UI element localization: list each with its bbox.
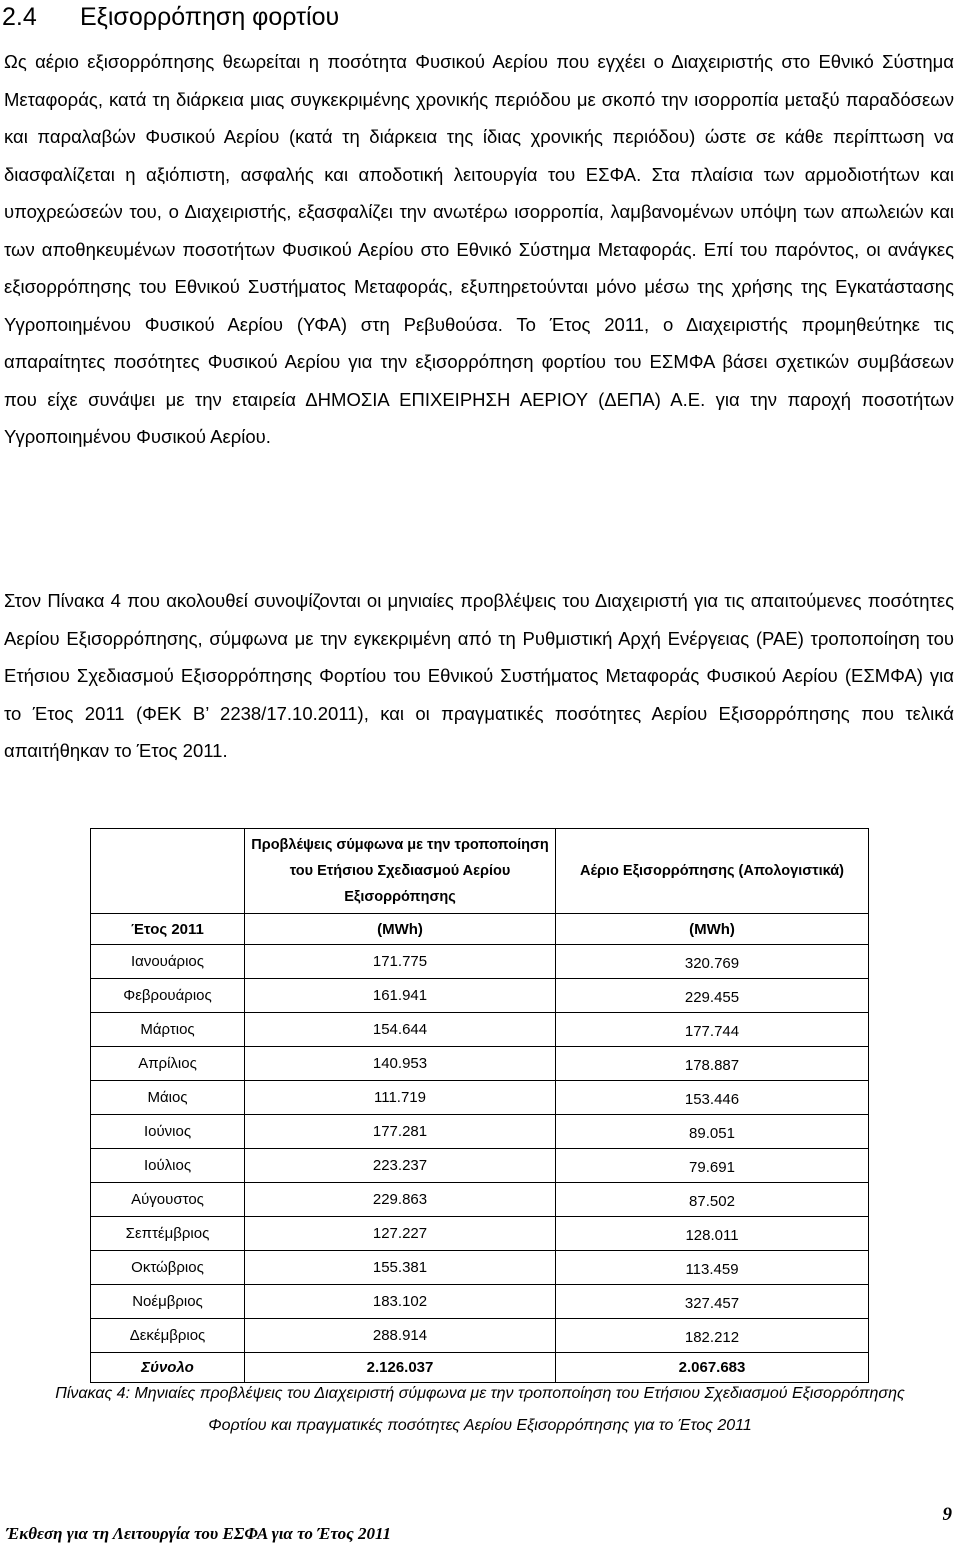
month-cell: Μάιος	[91, 1081, 245, 1115]
month-cell: Ιούνιος	[91, 1115, 245, 1149]
table-row	[91, 1285, 869, 1319]
header-actual: Αέριο Εξισορρόπησης (Απολογιστικά)	[556, 829, 869, 914]
month-cell: Σεπτέμβριος	[91, 1217, 245, 1251]
footer-title: Έκθεση για τη Λειτουργία του ΕΣΦΑ για το Έτος 2011	[6, 1524, 392, 1543]
forecast-cell: 127.227	[245, 1217, 556, 1251]
actual-cell: 79.691	[556, 1149, 869, 1183]
units-forecast: (MWh)	[245, 914, 556, 945]
section-title: Εξισορρόπηση φορτίου	[80, 3, 340, 31]
table-row	[91, 1149, 869, 1183]
table-row	[91, 1115, 869, 1149]
actual-cell: 229.455	[556, 979, 869, 1013]
forecast-cell: 171.775	[245, 945, 556, 979]
month-cell: Ιούλιος	[91, 1149, 245, 1183]
forecast-cell: 161.941	[245, 979, 556, 1013]
forecast-cell: 177.281	[245, 1115, 556, 1149]
units-year-label: Έτος 2011	[91, 914, 245, 945]
balancing-gas-table	[90, 828, 869, 1383]
actual-cell: 320.769	[556, 945, 869, 979]
table-row	[91, 1183, 869, 1217]
forecast-cell: 154.644	[245, 1013, 556, 1047]
table-row	[91, 945, 869, 979]
page-number: 9	[942, 1504, 952, 1525]
paragraph-balancing-definition: Ως αέριο εξισορρόπησης θεωρείται η ποσότητα Φυσικού Αερίου που εγχέει ο Διαχειριστής στο Εθνικό Σύστημα Μεταφοράς, κατά τη διάρκεια μιας συγκεκριμένης χρονικής περιόδου με σκοπό την ισορροπία μεταξύ παραδόσεων και παραλαβών Φυσικού Αερίου (κατά τη διάρκεια της ίδιας χρονικής περιόδου) ώστε σε κάθε περίπτωση να διασφαλίζεται η αξιόπιστη, ασφαλής και αποδοτική λειτουργία του ΕΣΦΑ. Στα πλαίσια των αρμοδιοτήτων και υποχρεώσεών του, ο Διαχειριστής, εξασφαλίζει την ανωτέρω ισορροπία, λαμβανομένων υπόψη των απωλειών και των αποθηκευμένων ποσοτήτων Φυσικού Αερίου στο Εθνικό Σύστημα Μεταφοράς. Επί του παρόντος, οι ανάγκες εξισορρόπησης του Εθνικού Συστήματος Μεταφοράς, εξυπηρετούνται μόνο μέσω της χρήσης της Εγκατάστασης Υγροποιημένου Φυσικού Αερίου (ΥΦΑ) στη Ρεβυθούσα. Το Έτος 2011, ο Διαχειριστής προμηθεύτηκε τις απαραίτητες ποσότητες Φυσικού Αερίου για την εξισορρόπηση φορτίου του ΕΣΜΦΑ βάσει σχετικών συμβάσεων που είχε συνάψει με την εταιρεία ΔΗΜΟΣΙΑ ΕΠΙΧΕΙΡΗΣΗ ΑΕΡΙΟΥ (ΔΕΠΑ) Α.Ε. για την παροχή ποσοτήτων Υγροποιημένου Φυσικού Αερίου.	[4, 51, 954, 447]
forecast-cell: 223.237	[245, 1149, 556, 1183]
actual-cell: 113.459	[556, 1251, 869, 1285]
section-number: 2.4	[2, 3, 37, 31]
caption-line-1: Πίνακας 4: Μηνιαίες προβλέψεις του Διαχειριστή σύμφωνα με την τροποποίηση του Ετήσιου Σχεδιασμού Εξισορρόπησης	[55, 1385, 905, 1402]
section-heading	[0, 0, 339, 34]
total-actual: 2.067.683	[556, 1353, 869, 1383]
caption-line-2: Φορτίου και πραγματικές ποσότητες Αερίου Εξισορρόπησης για το Έτος 2011	[208, 1417, 752, 1434]
paragraph-table-intro-text: Στον Πίνακα 4 που ακολουθεί συνοψίζονται οι μηνιαίες προβλέψεις του Διαχειριστή για τις απαιτούμενες ποσότητες Αερίου Εξισορρόπησης, σύμφωνα με την εγκεκριμένη από τη Ρυθμιστική Αρχή Ενέργειας (ΡΑΕ) τροποποίηση του Ετήσιου Σχεδιασμού Εξισορρόπησης Φορτίου του Εθνικού Συστήματος Μεταφοράς Φυσικού Αερίου (ΕΣΜΦΑ) για το Έτος 2011 (ΦΕΚ Β’ 2238/17.10.2011), και οι πραγματικές ποσότητες Αερίου Εξισορρόπησης που τελικά απαιτήθηκαν το Έτος 2011.	[4, 590, 954, 761]
table-row	[91, 979, 869, 1013]
actual-cell: 182.212	[556, 1319, 869, 1353]
actual-cell: 128.011	[556, 1217, 869, 1251]
actual-cell: 153.446	[556, 1081, 869, 1115]
table-row	[91, 1081, 869, 1115]
month-cell: Δεκέμβριος	[91, 1319, 245, 1353]
actual-cell: 177.744	[556, 1013, 869, 1047]
table-row	[91, 1013, 869, 1047]
actual-cell: 89.051	[556, 1115, 869, 1149]
forecast-cell: 111.719	[245, 1081, 556, 1115]
actual-cell: 178.887	[556, 1047, 869, 1081]
table-header-empty-cell	[91, 829, 245, 914]
month-cell: Απρίλιος	[91, 1047, 245, 1081]
forecast-cell: 288.914	[245, 1319, 556, 1353]
table-row	[91, 1251, 869, 1285]
actual-cell: 87.502	[556, 1183, 869, 1217]
total-forecast: 2.126.037	[245, 1353, 556, 1383]
table-row	[91, 1047, 869, 1081]
month-cell: Νοέμβριος	[91, 1285, 245, 1319]
table-body	[91, 945, 869, 1353]
actual-cell: 327.457	[556, 1285, 869, 1319]
forecast-cell: 183.102	[245, 1285, 556, 1319]
table-row	[91, 1217, 869, 1251]
month-cell: Φεβρουάριος	[91, 979, 245, 1013]
paragraph-table-intro	[4, 582, 954, 770]
forecast-cell: 155.381	[245, 1251, 556, 1285]
forecast-cell: 229.863	[245, 1183, 556, 1217]
month-cell: Οκτώβριος	[91, 1251, 245, 1285]
table-row	[91, 1319, 869, 1353]
month-cell: Αύγουστος	[91, 1183, 245, 1217]
header-forecast: Προβλέψεις σύμφωνα με την τροποποίηση του Ετήσιου Σχεδιασμού Αερίου Εξισορρόπησης	[245, 829, 556, 914]
table-header-row	[91, 829, 869, 914]
total-label: Σύνολο	[91, 1353, 245, 1383]
page-footer	[0, 1504, 960, 1550]
month-cell: Μάρτιος	[91, 1013, 245, 1047]
units-actual: (MWh)	[556, 914, 869, 945]
table-units-row	[91, 914, 869, 945]
forecast-cell: 140.953	[245, 1047, 556, 1081]
month-cell: Ιανουάριος	[91, 945, 245, 979]
table-caption	[0, 1378, 960, 1442]
